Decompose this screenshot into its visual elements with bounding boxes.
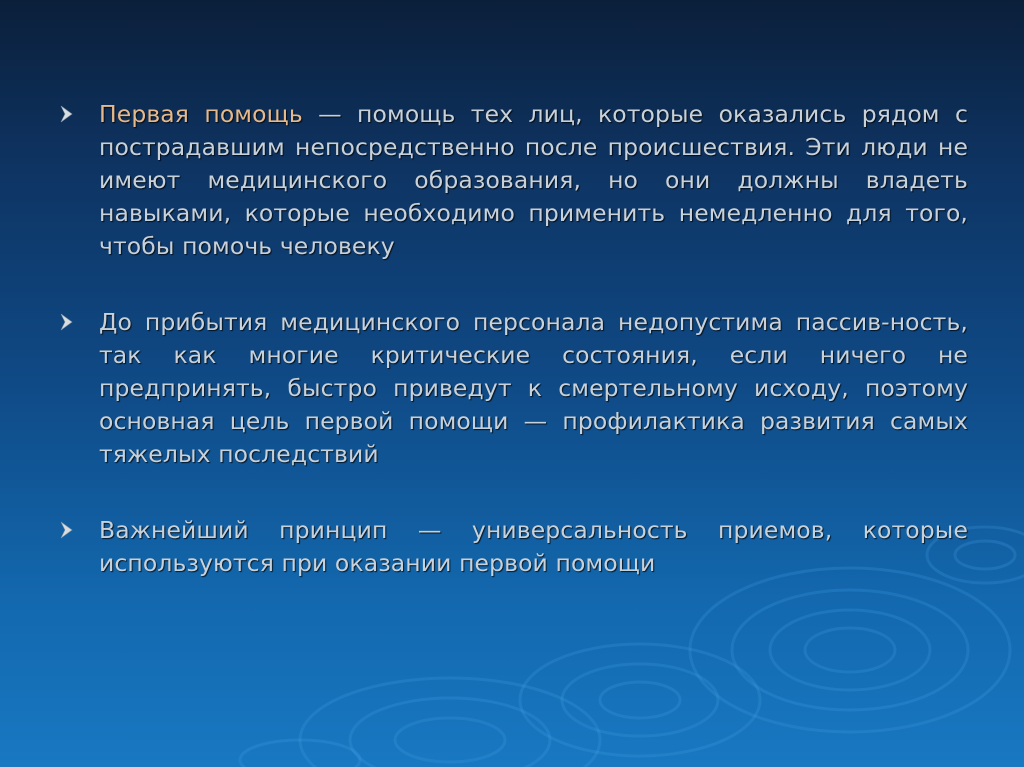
- bullet-text: Важнейший принцип — универсальность приемов, которые используются при оказании первой помощи: [99, 516, 968, 577]
- bullet-text: До прибытия медицинского персонала недопустима пассив-ность, так как многие критические состояния, если ничего не предпринять, быстро приведут к смертельному исходу, поэтому основная цель первой помощи — профилактика развития самых тяжелых последствий: [99, 308, 968, 468]
- bullet-item-first-aid-definition: [58, 98, 968, 263]
- bullet-item-passivity: [58, 306, 968, 471]
- bullet-item-universality-principle: [58, 514, 968, 580]
- bullet-body: — помощь тех лиц, которые оказались рядом с пострадавшим непосредственно после происшествия. Эти люди не имеют медицинского образования, но они должны владеть навыками, которые необходимо применить немедленно для того, чтобы помочь человеку: [99, 100, 968, 260]
- arrowhead-bullet-icon: [58, 312, 76, 332]
- highlighted-term: Первая помощь: [99, 100, 303, 128]
- arrowhead-bullet-icon: [58, 520, 76, 540]
- bullet-list: [58, 98, 968, 623]
- arrowhead-bullet-icon: [58, 104, 76, 124]
- bullet-text: [99, 98, 968, 263]
